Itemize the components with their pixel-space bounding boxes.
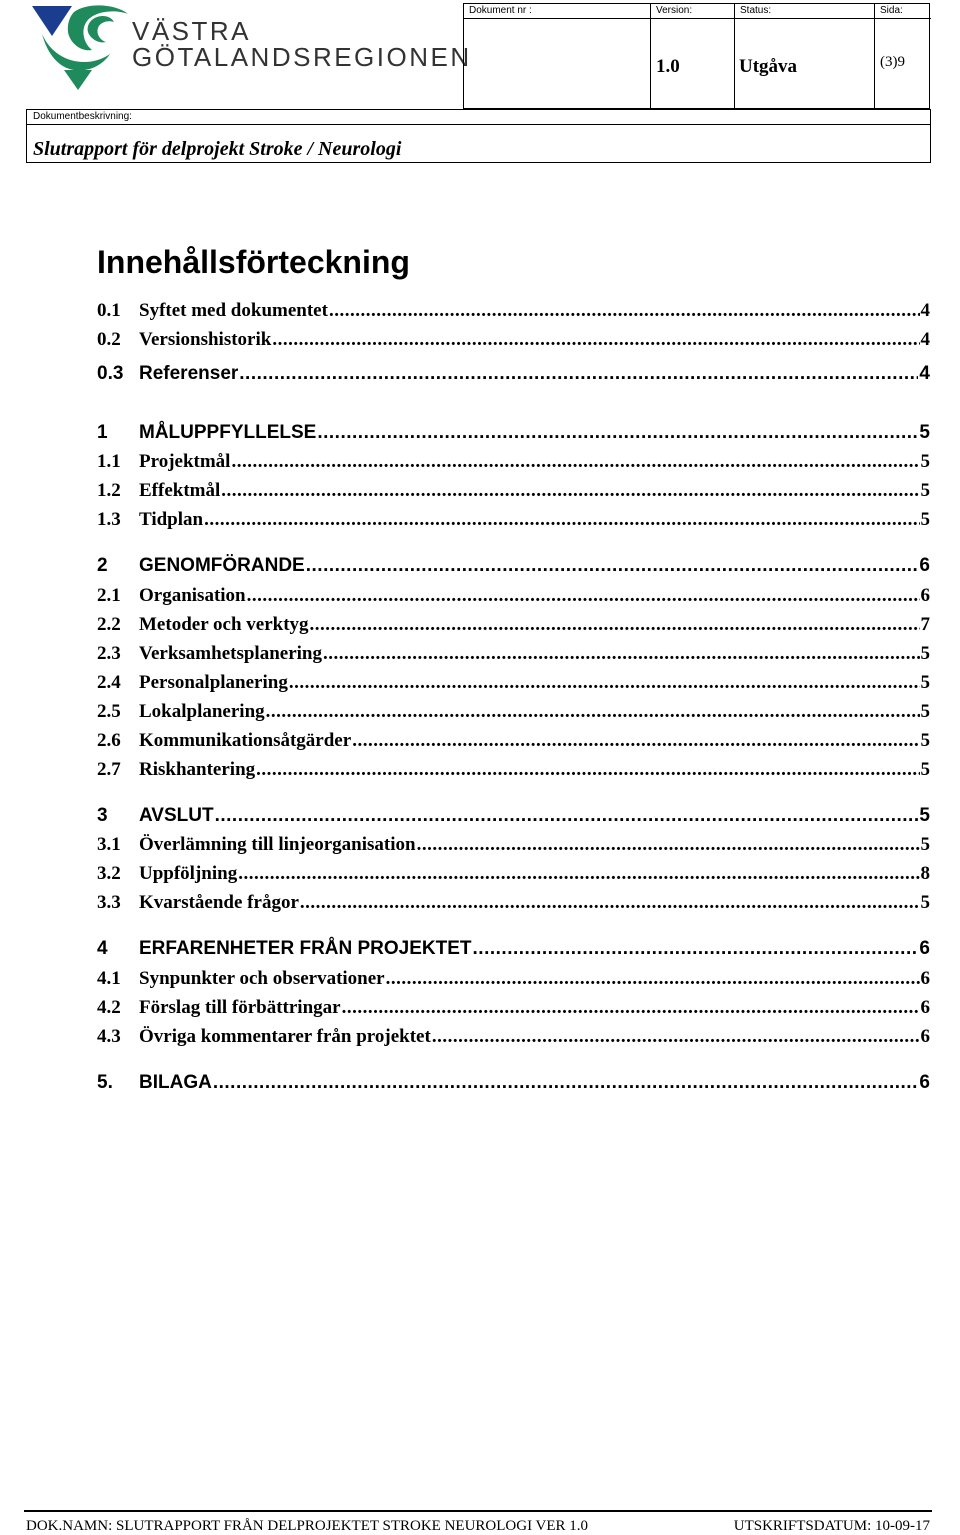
toc-entry-number: 2.7 xyxy=(97,759,121,780)
toc-entry-body xyxy=(139,938,930,960)
toc-entry-number: 3.2 xyxy=(97,863,121,884)
toc-entry-body xyxy=(139,555,930,577)
toc-entry-page: 5 xyxy=(919,422,930,443)
footer-divider xyxy=(24,1510,932,1512)
toc-entry-title: Lokalplanering xyxy=(139,701,265,722)
toc-entry-leader xyxy=(300,892,920,914)
toc-entry[interactable] xyxy=(97,701,930,727)
toc-entry-number: 1.3 xyxy=(97,509,121,530)
toc-entry-title: MÅLUPPFYLLELSE xyxy=(139,422,317,443)
toc-entry-number: 3.3 xyxy=(97,892,121,913)
toc-entry-leader xyxy=(317,422,918,444)
toc-entry-number: 2.6 xyxy=(97,730,121,751)
toc-entry-page: 4 xyxy=(920,300,930,321)
toc-entry-leader xyxy=(266,701,920,723)
toc-entry-body xyxy=(139,968,930,990)
page-value: (3)9 xyxy=(880,54,905,70)
toc-entry-body xyxy=(139,1072,930,1094)
toc-entry-number: 2.3 xyxy=(97,643,121,664)
toc-entry-page: 7 xyxy=(920,614,930,635)
toc-entry[interactable] xyxy=(97,643,930,669)
toc-entry-number: 0.3 xyxy=(97,363,124,384)
toc-entry-title: Synpunkter och observationer xyxy=(139,968,385,989)
toc-entry-leader xyxy=(352,730,919,752)
toc-entry[interactable] xyxy=(97,614,930,640)
toc-entry-title: Överlämning till linjeorganisation xyxy=(139,834,416,855)
toc-entry-title: GENOMFÖRANDE xyxy=(139,555,305,576)
version-label: Version: xyxy=(651,4,734,19)
toc-entry-leader xyxy=(473,938,919,960)
toc-entry-body xyxy=(139,363,930,385)
toc-entry[interactable] xyxy=(97,585,930,611)
toc-entry-leader xyxy=(310,614,920,636)
doc-nr-cell xyxy=(464,4,651,108)
toc-entry-leader xyxy=(238,863,919,885)
toc-entry-number: 2.1 xyxy=(97,585,121,606)
toc-entry-page: 5 xyxy=(920,892,930,913)
toc-entry-page: 5 xyxy=(920,451,930,472)
toc-entry-page: 6 xyxy=(919,1072,930,1093)
toc-entry-page: 6 xyxy=(919,938,930,959)
toc-entry[interactable] xyxy=(97,672,930,698)
toc-entry-leader xyxy=(306,555,919,577)
toc-entry-leader xyxy=(256,759,919,781)
toc-entry-body xyxy=(139,614,930,636)
toc-entry-title: Metoder och verktyg xyxy=(139,614,309,635)
toc-entry-page: 6 xyxy=(920,585,930,606)
toc-entry-number: 4.1 xyxy=(97,968,121,989)
toc-entry-body xyxy=(139,863,930,885)
toc-entry[interactable] xyxy=(97,805,930,831)
toc-entry-number: 4.2 xyxy=(97,997,121,1018)
toc-entry-title: Kommunikationsåtgärder xyxy=(139,730,352,751)
toc-entry-leader xyxy=(272,329,919,351)
toc-entry-page: 8 xyxy=(920,863,930,884)
toc-entry-leader xyxy=(432,1026,920,1048)
page-label: Sida: xyxy=(875,4,931,19)
toc-entry-title: Projektmål xyxy=(139,451,231,472)
toc-entry-body xyxy=(139,643,930,665)
toc-entry-leader xyxy=(221,480,919,502)
toc-entry-title: Organisation xyxy=(139,585,246,606)
toc-entry[interactable] xyxy=(97,422,930,448)
toc-entry-body xyxy=(139,585,930,607)
toc-entry[interactable] xyxy=(97,329,930,355)
toc-entry-title: Versionshistorik xyxy=(139,329,272,350)
toc-entry-leader xyxy=(215,805,919,827)
toc-entry-number: 2.2 xyxy=(97,614,121,635)
toc-entry-title: Förslag till förbättringar xyxy=(139,997,341,1018)
toc-entry-number: 1 xyxy=(97,422,108,443)
toc-entry-body xyxy=(139,451,930,473)
toc-entry-number: 0.1 xyxy=(97,300,121,321)
toc-entry[interactable] xyxy=(97,759,930,785)
toc-entry-body xyxy=(139,422,930,444)
toc-entry-title: Riskhantering xyxy=(139,759,256,780)
toc-entry-number: 4 xyxy=(97,938,108,959)
toc-entry[interactable] xyxy=(97,509,930,535)
toc-entry-title: AVSLUT xyxy=(139,805,214,826)
doc-nr-label: Dokument nr : xyxy=(464,4,650,19)
toc-entry[interactable] xyxy=(97,834,930,860)
toc-entry-title: BILAGA xyxy=(139,1072,212,1093)
toc-entry-number: 1.2 xyxy=(97,480,121,501)
toc-entry-body xyxy=(139,509,930,531)
toc-entry-number: 4.3 xyxy=(97,1026,121,1047)
toc-entry[interactable] xyxy=(97,1026,930,1052)
toc-entry-page: 5 xyxy=(920,480,930,501)
toc-entry[interactable] xyxy=(97,1072,930,1098)
toc-entry-number: 2.4 xyxy=(97,672,121,693)
toc-entry-title: Effektmål xyxy=(139,480,221,501)
toc-entry-leader xyxy=(289,672,920,694)
toc-entry-title: Uppföljning xyxy=(139,863,238,884)
toc-entry-page: 6 xyxy=(920,1026,930,1047)
toc-entry[interactable] xyxy=(97,363,930,389)
toc-entry-page: 6 xyxy=(920,997,930,1018)
vgr-logo-icon xyxy=(30,4,130,96)
vgr-logo xyxy=(30,4,472,96)
status-value: Utgåva xyxy=(739,56,798,77)
toc-entry[interactable] xyxy=(97,480,930,506)
toc-entry-title: Kvarstående frågor xyxy=(139,892,299,913)
toc-entry[interactable] xyxy=(97,892,930,918)
document-meta-table xyxy=(463,3,930,109)
toc-entry-number: 3.1 xyxy=(97,834,121,855)
logo-text-line1: VÄSTRA xyxy=(132,16,252,46)
description-value: Slutrapport för delprojekt Stroke / Neurologi xyxy=(33,138,402,160)
toc-entry-page: 5 xyxy=(920,701,930,722)
toc-title: Innehållsförteckning xyxy=(97,244,410,280)
toc-entry-leader xyxy=(417,834,920,856)
toc-entry[interactable] xyxy=(97,730,930,756)
toc-entry-leader xyxy=(204,509,919,531)
toc-entry-body xyxy=(139,1026,930,1048)
version-cell xyxy=(651,4,735,108)
toc-entry-page: 4 xyxy=(919,363,930,384)
toc-entry-body xyxy=(139,834,930,856)
toc-entry[interactable] xyxy=(97,300,930,326)
toc-entry-number: 2 xyxy=(97,555,108,576)
description-label: Dokumentbeskrivning: xyxy=(27,110,930,125)
toc-entry-body xyxy=(139,997,930,1019)
footer-document-name: DOK.NAMN: SLUTRAPPORT FRÅN DELPROJEKTET STROKE NEUROLOGI VER 1.0 xyxy=(26,1518,589,1534)
toc-entry-title: Referenser xyxy=(139,363,239,384)
toc-entry-body xyxy=(139,759,930,781)
toc-entry-leader xyxy=(329,300,920,322)
toc-entry-number: 0.2 xyxy=(97,329,121,350)
toc-entry-leader xyxy=(386,968,920,990)
toc-entry[interactable] xyxy=(97,555,930,581)
toc-entry[interactable] xyxy=(97,938,930,964)
toc-entry-leader xyxy=(247,585,920,607)
toc-entry-page: 6 xyxy=(919,555,930,576)
toc-entry-body xyxy=(139,300,930,322)
toc-entry-body xyxy=(139,805,930,827)
toc-entry-page: 5 xyxy=(920,509,930,530)
toc-entry-body xyxy=(139,730,930,752)
toc-entry-body xyxy=(139,892,930,914)
toc-entry-leader xyxy=(239,363,918,385)
toc-entry-page: 5 xyxy=(920,672,930,693)
toc-entry-title: Syftet med dokumentet xyxy=(139,300,328,321)
status-label: Status: xyxy=(735,4,874,19)
footer-print-date: UTSKRIFTSDATUM: 10-09-17 xyxy=(733,1518,930,1534)
toc-entry-leader xyxy=(342,997,920,1019)
toc-entry-title: Övriga kommentarer från projektet xyxy=(139,1026,431,1047)
toc-entry-page: 5 xyxy=(920,834,930,855)
status-cell xyxy=(735,4,875,108)
page-cell xyxy=(875,4,931,108)
toc-entry-leader xyxy=(213,1072,919,1094)
toc-entry[interactable] xyxy=(97,451,930,477)
toc-entry[interactable] xyxy=(97,968,930,994)
toc-entry-number: 3 xyxy=(97,805,108,826)
toc-entry-page: 5 xyxy=(920,643,930,664)
toc-entry-body xyxy=(139,701,930,723)
document-description-box xyxy=(26,109,931,163)
toc-entry-number: 1.1 xyxy=(97,451,121,472)
toc-entry-number: 5. xyxy=(97,1072,113,1093)
toc-entry-page: 6 xyxy=(920,968,930,989)
toc-entry-number: 2.5 xyxy=(97,701,121,722)
toc-entry-title: ERFARENHETER FRÅN PROJEKTET xyxy=(139,938,472,959)
toc-entry-title: Personalplanering xyxy=(139,672,288,693)
toc-entry-body xyxy=(139,672,930,694)
toc-entry-page: 5 xyxy=(919,805,930,826)
toc-entry[interactable] xyxy=(97,997,930,1023)
toc-entry-page: 5 xyxy=(920,730,930,751)
toc-entry-body xyxy=(139,480,930,502)
logo-text-line2: GÖTALANDSREGIONEN xyxy=(132,42,472,72)
toc-entry-leader xyxy=(323,643,920,665)
toc-entry-title: Tidplan xyxy=(139,509,204,530)
toc-entry-leader xyxy=(231,451,919,473)
toc-entry-title: Verksamhetsplanering xyxy=(139,643,322,664)
toc-entry-page: 5 xyxy=(920,759,930,780)
toc-entry-page: 4 xyxy=(920,329,930,350)
toc-entry[interactable] xyxy=(97,863,930,889)
toc-entry-body xyxy=(139,329,930,351)
version-value: 1.0 xyxy=(656,56,680,77)
